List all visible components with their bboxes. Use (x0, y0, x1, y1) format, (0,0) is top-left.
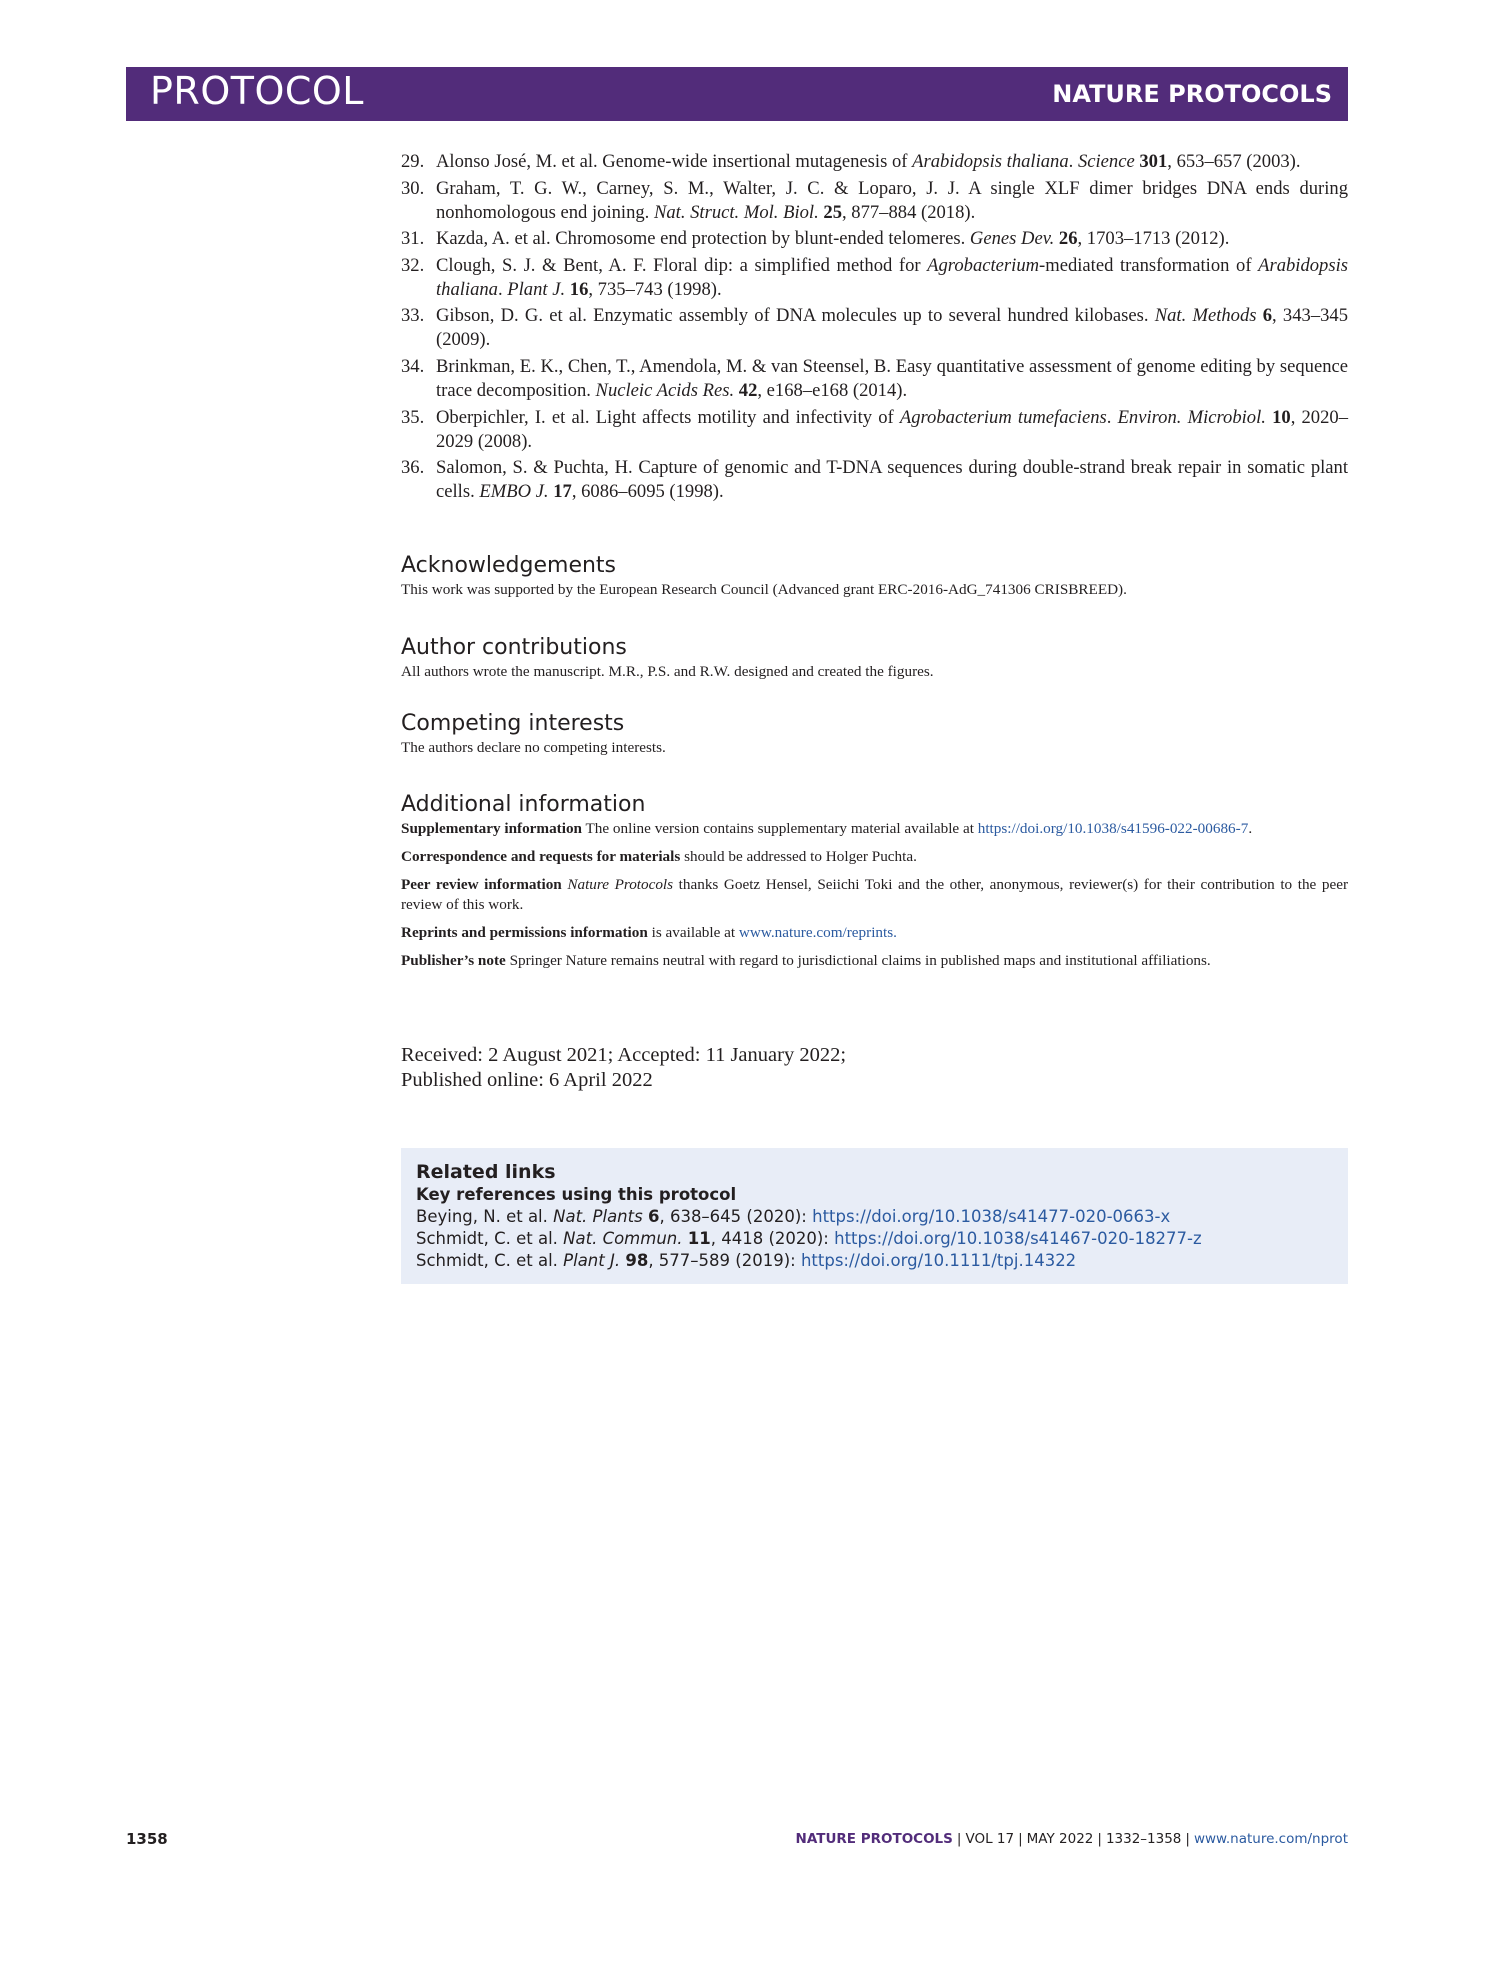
related-link-pages: , 577–589 (2019): (648, 1251, 801, 1270)
publication-dates (401, 1043, 1348, 1093)
author-contributions-body: All authors wrote the manuscript. M.R., P.S. and R.W. designed and created the figures. (401, 663, 934, 680)
related-link-doi[interactable]: https://doi.org/10.1038/s41467-020-18277-z (834, 1229, 1202, 1248)
journal-name: NATURE PROTOCOLS (1052, 80, 1332, 108)
reference-volume: 10 (1272, 406, 1291, 428)
reference-fragment: , 877–884 (2018). (841, 201, 976, 223)
reference-text (436, 456, 1348, 504)
reference-number: 32. (401, 254, 425, 276)
reference-fragment: . (497, 278, 508, 300)
reference-italic: EMBO J. (479, 481, 549, 503)
reference-fragment: Kazda, A. et al. Chromosome end protection by blunt-ended telomeres. (436, 228, 970, 250)
footer-separator: | (956, 1831, 962, 1847)
reference-volume: 301 (1139, 151, 1168, 172)
reference-item (401, 227, 1348, 251)
reference-number: 29. (401, 151, 425, 172)
peer-review-info (401, 875, 1348, 915)
related-link-authors: Schmidt, C. et al. (416, 1251, 564, 1270)
reference-text (436, 254, 1348, 302)
supplementary-link[interactable]: https://doi.org/10.1038/s41596-022-00686-7 (977, 820, 1249, 837)
supplementary-information (401, 819, 1348, 839)
footer-volume: VOL 17 (965, 1831, 1015, 1847)
related-link-item (416, 1250, 1333, 1272)
reference-italic: Science (1077, 151, 1135, 172)
reference-fragment: , 6086–6095 (1998). (571, 481, 724, 503)
reference-volume: 26 (1058, 228, 1078, 250)
reference-italic: Arabidopsis thaliana (436, 254, 1348, 300)
reference-volume: 6 (1262, 305, 1273, 327)
footer-citation (796, 1831, 1348, 1847)
acknowledgements-body: This work was supported by the European Research Council (Advanced grant ERC-2016-AdG_741306 CRISBREED). (401, 581, 1127, 598)
supplementary-tail: . (1248, 820, 1253, 837)
reference-italic: Agrobacterium (927, 254, 1040, 276)
reference-text (436, 355, 1348, 403)
correspondence-text: should be addressed to Holger Puchta. (680, 848, 917, 865)
additional-information-section (401, 791, 1348, 979)
reference-volume: 16 (569, 278, 589, 300)
reference-italic: Agrobacterium tumefaciens (899, 406, 1107, 428)
related-link-volume: 11 (687, 1229, 711, 1248)
competing-interests-title: Competing interests (401, 711, 625, 736)
related-link-journal: Nat. Commun. (563, 1229, 683, 1248)
related-link-item (416, 1228, 1333, 1250)
footer-separator: | (1097, 1831, 1102, 1847)
acknowledgements-title: Acknowledgements (401, 553, 617, 578)
related-links-title: Related links (416, 1161, 556, 1183)
received-accepted-date: Received: 2 August 2021; Accepted: 11 January 2022; (401, 1044, 847, 1066)
reference-number: 31. (401, 228, 425, 250)
related-link-authors: Beying, N. et al. (416, 1207, 554, 1226)
reference-text (436, 227, 1348, 251)
additional-information-title: Additional information (401, 792, 646, 817)
reference-fragment: Clough, S. J. & Bent, A. F. Floral dip: a simplified method for (436, 254, 928, 276)
reference-number: 36. (401, 457, 425, 479)
footer-separator: | (1185, 1831, 1190, 1847)
published-online-date: Published online: 6 April 2022 (401, 1069, 653, 1091)
related-link-pages: , 4418 (2020): (710, 1229, 835, 1248)
correspondence-label: Correspondence and requests for materials (401, 848, 681, 865)
reference-item (401, 177, 1348, 225)
reference-fragment: , 653–657 (2003). (1167, 151, 1301, 172)
reference-fragment: . (1106, 406, 1118, 428)
publisher-note-label: Publisher’s note (401, 952, 506, 969)
header-bar (126, 67, 1348, 121)
reprints-info (401, 923, 1348, 943)
supplementary-label: Supplementary information (401, 820, 582, 837)
reference-text (436, 177, 1348, 225)
reference-italic: Arabidopsis thaliana (912, 151, 1069, 172)
footer-separator: | (1018, 1831, 1023, 1847)
related-links-list (416, 1206, 1333, 1272)
related-link-pages: , 638–645 (2020): (659, 1207, 813, 1226)
footer-pages: 1332–1358 (1105, 1831, 1182, 1847)
reference-fragment: , 735–743 (1998). (588, 278, 722, 300)
reference-fragment: Gibson, D. G. et al. Enzymatic assembly of DNA molecules up to several hundred kilobases. (436, 305, 1155, 327)
reference-fragment: Brinkman, E. K., Chen, T., Amendola, M. & van Steensel, B. Easy quantitative assessment of genome editing by sequence trace decomposition. (436, 355, 1348, 401)
reference-italic: Plant J. (507, 278, 566, 300)
reference-item (401, 150, 1348, 174)
reference-fragment: , e168–e168 (2014). (757, 379, 908, 401)
reference-text (436, 304, 1348, 352)
supplementary-text: The online version contains supplementary material available at (582, 820, 978, 837)
reference-fragment: Alonso José, M. et al. Genome-wide insertional mutagenesis of (436, 151, 913, 172)
reference-number: 34. (401, 355, 425, 377)
reference-fragment: . (1068, 151, 1078, 172)
reprints-label: Reprints and permissions information (401, 924, 648, 941)
related-link-volume: 98 (625, 1251, 649, 1270)
peer-review-journal: Nature Protocols (567, 876, 674, 893)
page-number: 1358 (126, 1830, 168, 1848)
reference-italic: Genes Dev. (969, 228, 1055, 250)
reference-fragment: , 1703–1713 (2012). (1077, 228, 1230, 250)
related-link-volume: 6 (647, 1207, 660, 1226)
reference-item (401, 456, 1348, 504)
section-label: PROTOCOL (150, 69, 364, 113)
reference-item (401, 355, 1348, 403)
reference-fragment: , 343–345 (2009). (436, 305, 1348, 351)
related-links-box (401, 1148, 1348, 1284)
related-link-doi[interactable]: https://doi.org/10.1111/tpj.14322 (800, 1251, 1077, 1270)
publisher-note-text: Springer Nature remains neutral with regard to jurisdictional claims in published maps and institutional affiliations. (505, 952, 1211, 969)
reference-item (401, 304, 1348, 352)
related-link-item (416, 1206, 1333, 1228)
reference-fragment: Salomon, S. & Puchta, H. Capture of genomic and T-DNA sequences during double-strand break repair in somatic plant cells. (436, 457, 1348, 503)
reference-italic: Environ. Microbiol. (1117, 406, 1266, 428)
reprints-link[interactable]: www.nature.com/reprints. (738, 924, 897, 941)
reference-volume: 17 (553, 481, 572, 503)
reference-fragment: Graham, T. G. W., Carney, S. M., Walter, J. C. & Loparo, J. J. A single XLF dimer bridges DNA ends during nonhomologous end joining. (436, 177, 1348, 223)
related-link-doi[interactable]: https://doi.org/10.1038/s41477-020-0663-x (812, 1207, 1171, 1226)
reference-item (401, 406, 1348, 454)
reference-item (401, 254, 1348, 302)
related-link-journal: Plant J. (563, 1251, 621, 1270)
reference-volume: 42 (738, 379, 758, 401)
footer-url-link[interactable]: www.nature.com/nprot (1193, 1831, 1348, 1847)
competing-interests-body: The authors declare no competing interests. (401, 739, 666, 756)
reference-italic: Nat. Struct. Mol. Biol. (653, 201, 819, 223)
reference-text (436, 150, 1348, 174)
reference-text (436, 406, 1348, 454)
reference-italic: Nucleic Acids Res. (595, 379, 735, 401)
author-contributions-section (401, 634, 1348, 682)
publisher-note (401, 951, 1348, 971)
footer-date: MAY 2022 (1026, 1831, 1094, 1847)
correspondence-info (401, 847, 1348, 867)
reprints-text: is available at (647, 924, 739, 941)
reference-number: 33. (401, 305, 425, 327)
reference-fragment: , 2020–2029 (2008). (436, 406, 1348, 452)
reference-fragment: -mediated transformation of (1039, 254, 1259, 276)
competing-interests-section (401, 710, 1348, 758)
reference-fragment: Oberpichler, I. et al. Light affects motility and infectivity of (436, 406, 900, 428)
acknowledgements-section (401, 552, 1348, 600)
footer-journal: NATURE PROTOCOLS (795, 1831, 953, 1847)
peer-review-text: thanks Goetz Hensel, Seiichi Toki and the other, anonymous, reviewer(s) for their contribution to the peer review of this work. (401, 876, 1349, 913)
reference-italic: Nat. Methods (1154, 305, 1257, 327)
related-link-authors: Schmidt, C. et al. (416, 1229, 564, 1248)
related-link-journal: Nat. Plants (553, 1207, 643, 1226)
related-links-subtitle: Key references using this protocol (416, 1185, 737, 1204)
reference-list (401, 150, 1348, 507)
peer-review-label: Peer review information (401, 876, 562, 893)
author-contributions-title: Author contributions (401, 635, 627, 660)
reference-number: 35. (401, 406, 425, 428)
reference-number: 30. (401, 177, 425, 199)
reference-volume: 25 (823, 201, 842, 223)
